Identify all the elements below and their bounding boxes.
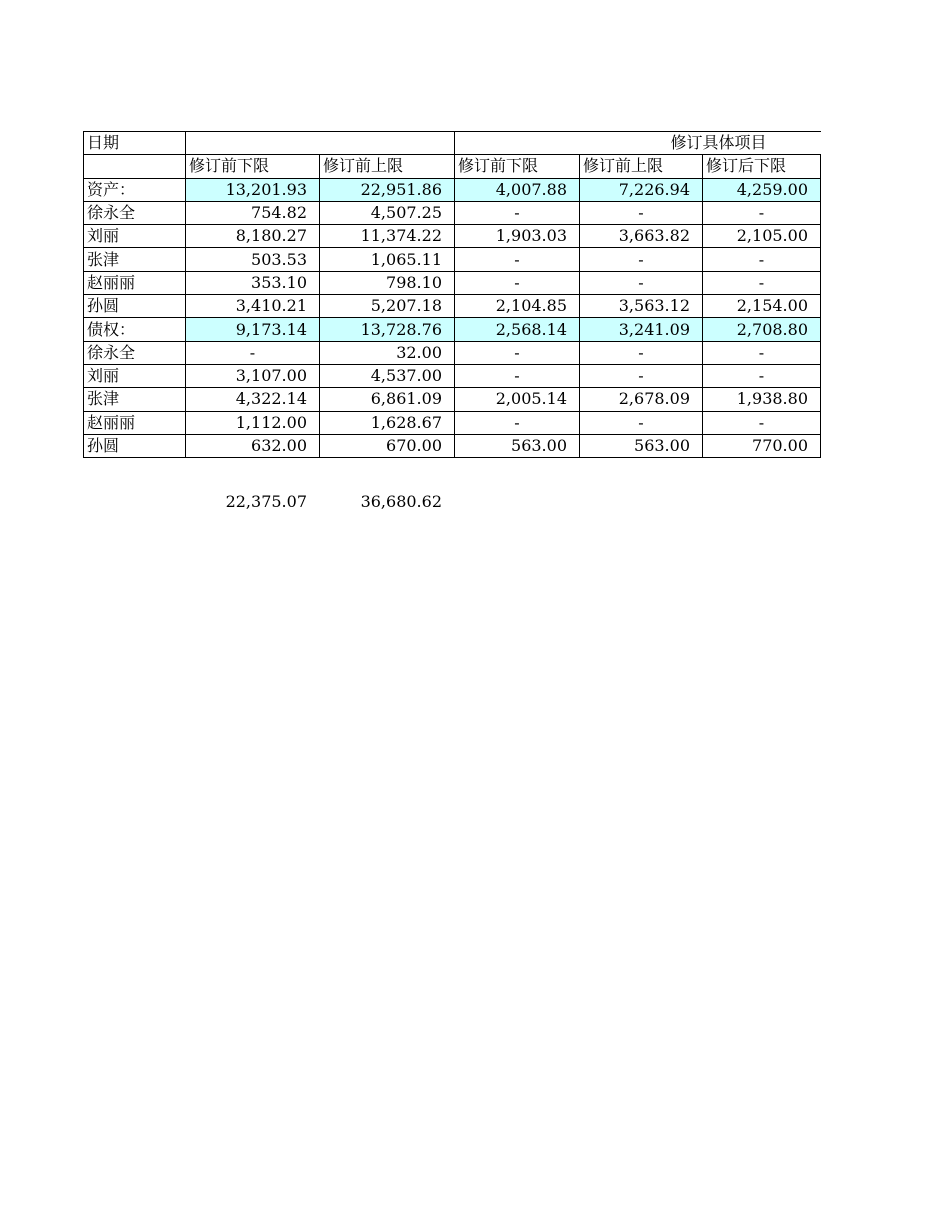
header-row-top: [84, 132, 821, 155]
value-cell[interactable]: -: [703, 411, 821, 434]
header-row-columns: [84, 155, 821, 178]
empty-header-cell[interactable]: [186, 132, 455, 155]
section-row: [84, 178, 821, 201]
value-cell[interactable]: -: [455, 271, 580, 294]
value-cell[interactable]: -: [455, 411, 580, 434]
value-cell[interactable]: -: [580, 364, 703, 387]
value-cell[interactable]: 353.10: [186, 271, 320, 294]
date-header-cell[interactable]: 日期: [84, 132, 186, 155]
row-label-cell[interactable]: 刘丽: [84, 364, 186, 387]
blank-header-cell[interactable]: [84, 155, 186, 178]
row-label-cell[interactable]: 赵丽丽: [84, 271, 186, 294]
value-cell[interactable]: -: [580, 411, 703, 434]
value-cell[interactable]: -: [580, 248, 703, 271]
table-row: [84, 364, 821, 387]
row-label-cell[interactable]: 赵丽丽: [84, 411, 186, 434]
table-row: [84, 271, 821, 294]
column-header[interactable]: 修订前上限: [580, 155, 703, 178]
value-cell[interactable]: 2,105.00: [703, 225, 821, 248]
value-cell[interactable]: 632.00: [186, 434, 320, 457]
value-cell[interactable]: 2,154.00: [703, 295, 821, 318]
value-cell[interactable]: -: [703, 201, 821, 224]
table-row: [84, 411, 821, 434]
table-row: [84, 341, 821, 364]
table-row: [84, 201, 821, 224]
value-cell[interactable]: -: [455, 248, 580, 271]
value-cell[interactable]: 6,861.09: [320, 388, 455, 411]
value-cell[interactable]: 563.00: [455, 434, 580, 457]
value-cell[interactable]: -: [455, 341, 580, 364]
value-cell[interactable]: 3,107.00: [186, 364, 320, 387]
row-label-cell[interactable]: 债权：: [84, 318, 186, 341]
table-row: [84, 388, 821, 411]
table-row: [84, 295, 821, 318]
table-row: [84, 225, 821, 248]
value-cell[interactable]: 2,005.14: [455, 388, 580, 411]
value-cell[interactable]: 4,507.25: [320, 201, 455, 224]
value-cell[interactable]: 5,207.18: [320, 295, 455, 318]
value-cell[interactable]: -: [703, 341, 821, 364]
value-cell[interactable]: 22,951.86: [320, 178, 455, 201]
value-cell[interactable]: -: [703, 248, 821, 271]
row-label-cell[interactable]: 徐永全: [84, 201, 186, 224]
value-cell[interactable]: -: [580, 271, 703, 294]
value-cell[interactable]: 1,112.00: [186, 411, 320, 434]
value-cell[interactable]: 11,374.22: [320, 225, 455, 248]
row-label-cell[interactable]: 张津: [84, 248, 186, 271]
value-cell[interactable]: 754.82: [186, 201, 320, 224]
value-cell[interactable]: 798.10: [320, 271, 455, 294]
value-cell[interactable]: 1,938.80: [703, 388, 821, 411]
value-cell[interactable]: 4,007.88: [455, 178, 580, 201]
value-cell[interactable]: 1,903.03: [455, 225, 580, 248]
value-cell[interactable]: 9,173.14: [186, 318, 320, 341]
value-cell[interactable]: 8,180.27: [186, 225, 320, 248]
value-cell[interactable]: -: [580, 201, 703, 224]
total-upper-value[interactable]: 36,680.62: [360, 492, 442, 511]
value-cell[interactable]: 3,241.09: [580, 318, 703, 341]
value-cell[interactable]: -: [455, 201, 580, 224]
value-cell[interactable]: 2,568.14: [455, 318, 580, 341]
value-cell[interactable]: -: [703, 271, 821, 294]
value-cell[interactable]: 4,537.00: [320, 364, 455, 387]
totals-row: [0, 492, 950, 512]
row-label-cell[interactable]: 资产：: [84, 178, 186, 201]
value-cell[interactable]: 3,410.21: [186, 295, 320, 318]
value-cell[interactable]: 4,259.00: [703, 178, 821, 201]
total-lower-value[interactable]: 22,375.07: [225, 492, 307, 511]
value-cell[interactable]: 1,628.67: [320, 411, 455, 434]
column-header[interactable]: 修订前上限: [320, 155, 455, 178]
spreadsheet-table: [83, 131, 821, 458]
table-row: [84, 248, 821, 271]
value-cell[interactable]: -: [455, 364, 580, 387]
value-cell[interactable]: 13,728.76: [320, 318, 455, 341]
value-cell[interactable]: -: [703, 364, 821, 387]
group-title-cell[interactable]: 修订具体项目: [455, 132, 821, 155]
column-header[interactable]: 修订前下限: [455, 155, 580, 178]
value-cell[interactable]: 13,201.93: [186, 178, 320, 201]
value-cell[interactable]: 3,563.12: [580, 295, 703, 318]
value-cell[interactable]: 7,226.94: [580, 178, 703, 201]
section-row: [84, 318, 821, 341]
value-cell[interactable]: 4,322.14: [186, 388, 320, 411]
value-cell[interactable]: 32.00: [320, 341, 455, 364]
value-cell[interactable]: 2,708.80: [703, 318, 821, 341]
column-header[interactable]: 修订后下限: [703, 155, 821, 178]
value-cell[interactable]: 770.00: [703, 434, 821, 457]
value-cell[interactable]: -: [580, 341, 703, 364]
table-row: [84, 434, 821, 457]
value-cell[interactable]: 503.53: [186, 248, 320, 271]
row-label-cell[interactable]: 张津: [84, 388, 186, 411]
value-cell[interactable]: 670.00: [320, 434, 455, 457]
value-cell[interactable]: 563.00: [580, 434, 703, 457]
value-cell[interactable]: -: [186, 341, 320, 364]
value-cell[interactable]: 2,104.85: [455, 295, 580, 318]
row-label-cell[interactable]: 孙圆: [84, 295, 186, 318]
column-header[interactable]: 修订前下限: [186, 155, 320, 178]
row-label-cell[interactable]: 徐永全: [84, 341, 186, 364]
row-label-cell[interactable]: 刘丽: [84, 225, 186, 248]
value-cell[interactable]: 1,065.11: [320, 248, 455, 271]
value-cell[interactable]: 3,663.82: [580, 225, 703, 248]
row-label-cell[interactable]: 孙圆: [84, 434, 186, 457]
value-cell[interactable]: 2,678.09: [580, 388, 703, 411]
